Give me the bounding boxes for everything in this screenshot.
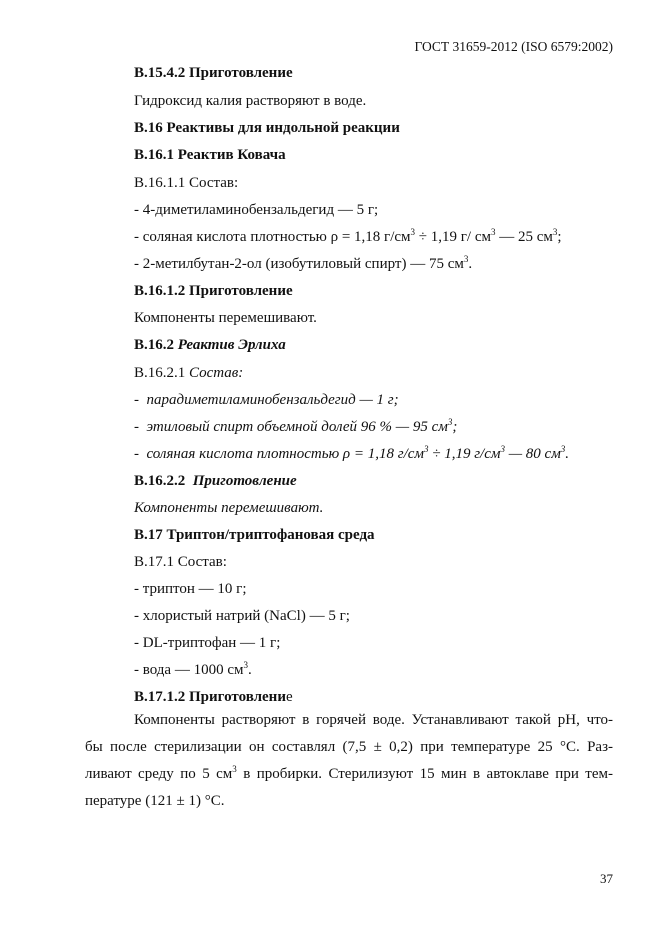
text-run: - (134, 392, 143, 408)
text-run: соляная кислота плотностью ρ = 1,18 г/см (146, 446, 424, 462)
body-text: Компоненты перемешивают. (134, 500, 324, 516)
page-number: 37 (600, 871, 613, 886)
text-run: - вода — 1000 см (134, 662, 244, 678)
list-item: - 4-диметиламинобензальдегид — 5 г; (134, 202, 379, 218)
section-heading-b161: В.16.1 Реактив Ковача (134, 147, 286, 163)
body-text: В.16.1.1 Состав: (134, 175, 239, 191)
superscript: 3 (447, 417, 453, 427)
text-run: ; (452, 419, 458, 435)
paragraph-line: Компоненты растворяют в горячей воде. Устанавливают такой pH, что- (134, 712, 613, 728)
list-item (134, 228, 562, 246)
superscript: 3 (243, 660, 248, 670)
heading-title: Реактив Эрлиха (177, 337, 286, 353)
list-item (134, 418, 457, 436)
text-run: парадиметиламинобензальдегид — 1 г; (146, 392, 399, 408)
list-item: - DL-триптофан — 1 г; (134, 635, 281, 651)
text-run: в пробирки. Стерилизуют 15 мин в автоклаве при тем- (236, 766, 613, 782)
text-run: ; (557, 229, 562, 245)
text-run: ÷ 1,19 г/ см (415, 229, 491, 245)
superscript: 3 (423, 444, 429, 454)
heading-number: В.16.2 (134, 337, 178, 353)
text-run: — 25 см (495, 229, 553, 245)
section-heading-b1622 (134, 472, 297, 490)
heading-title: Приготовление (192, 473, 297, 489)
superscript: 3 (490, 227, 496, 237)
text-run: В.16.2.1 (134, 365, 190, 381)
text-run: . (468, 256, 473, 272)
body-text (134, 364, 243, 382)
section-heading-b162 (134, 336, 286, 354)
body-text: В.17.1 Состав: (134, 554, 227, 570)
text-run: ÷ 1,19 г/см (428, 446, 501, 462)
paragraph-line: бы после стерилизации он составлял (7,5 ± 0,2) при температуре 25 °С. Раз- (85, 739, 613, 755)
section-heading-b1712 (134, 688, 293, 706)
section-heading-b1612: В.16.1.2 Приготовление (134, 283, 293, 299)
section-heading-b17: В.17 Триптон/триптофановая среда (134, 527, 375, 543)
body-text: Компоненты перемешивают. (134, 310, 317, 326)
paragraph-line: пературе (121 ± 1) °С. (85, 793, 225, 809)
list-item (134, 255, 472, 273)
text-run: Состав: (189, 365, 244, 381)
text-run: - 2-метилбутан-2-ол (изобутиловый спирт) — 75 см (134, 256, 464, 272)
text-run: ливают среду по 5 см (85, 766, 233, 782)
text-run: - (134, 446, 143, 462)
paragraph-line (85, 761, 613, 788)
superscript: 3 (410, 227, 416, 237)
heading-title: В.17.1.2 Приготовлени (134, 689, 286, 705)
superscript: 3 (232, 764, 237, 774)
superscript: 3 (552, 227, 558, 237)
body-text: Гидроксид калия растворяют в воде. (134, 93, 367, 109)
heading-title: е (285, 689, 293, 705)
text-run: - (134, 419, 143, 435)
text-run: — 80 см (504, 446, 561, 462)
text-run: . (565, 446, 570, 462)
list-item: - хлористый натрий (NaCl) — 5 г; (134, 608, 350, 624)
heading-number: В.16.2.2 (134, 473, 190, 489)
list-item (134, 661, 252, 679)
list-item: - триптон — 10 г; (134, 581, 247, 597)
superscript: 3 (500, 444, 505, 454)
text-run: этиловый спирт объемной долей 96 % — 95 см (146, 419, 448, 435)
section-heading-b16: В.16 Реактивы для индольной реакции (134, 120, 400, 136)
procedure-paragraph (85, 707, 613, 815)
list-item (134, 445, 569, 463)
list-item (134, 391, 399, 409)
text-run: - соляная кислота плотностью ρ = 1,18 г/см (134, 229, 411, 245)
standard-header: ГОСТ 31659-2012 (ISO 6579:2002) (414, 39, 613, 54)
superscript: 3 (463, 254, 469, 264)
text-run: . (247, 662, 252, 678)
superscript: 3 (560, 444, 566, 454)
section-heading-b1542: В.15.4.2 Приготовление (134, 65, 293, 81)
